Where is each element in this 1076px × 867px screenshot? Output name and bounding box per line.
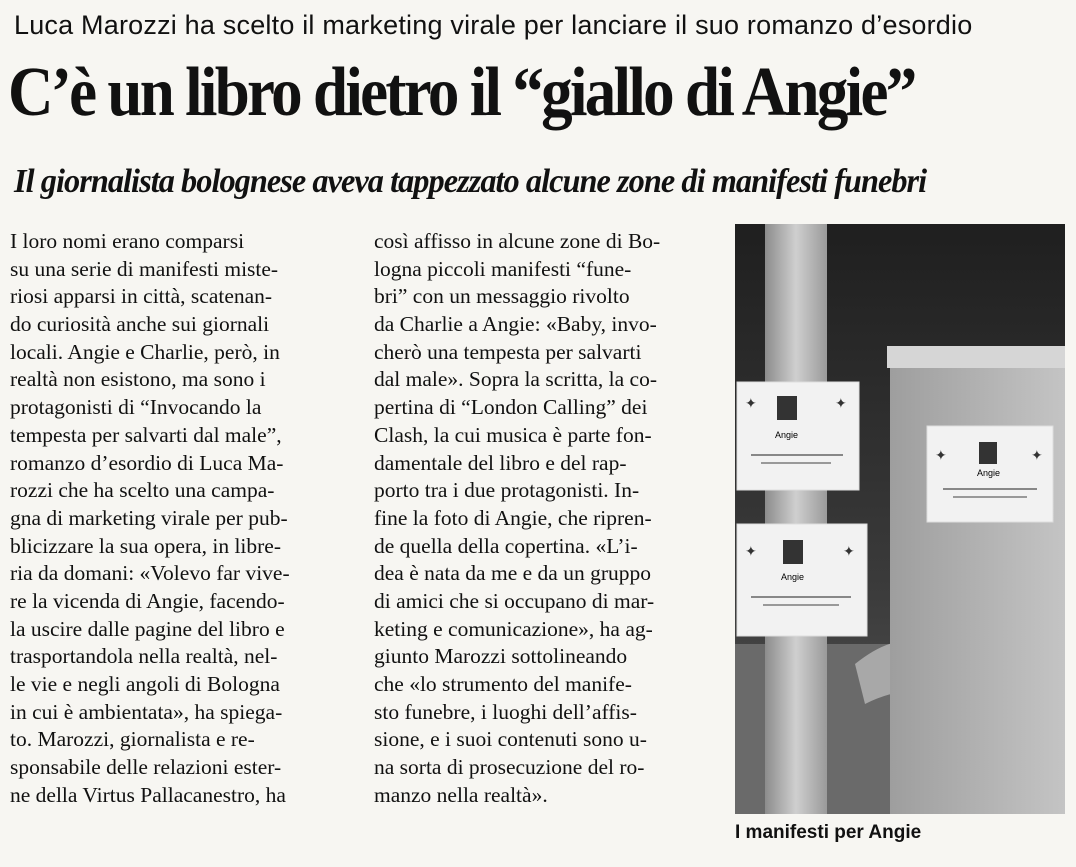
svg-text:✦: ✦ <box>745 397 757 412</box>
text-line: che «lo strumento del manife- <box>374 672 632 696</box>
text-line: sponsabile delle relazioni ester- <box>10 755 282 780</box>
svg-text:✦: ✦ <box>843 545 855 560</box>
photo-caption: I manifesti per Angie <box>735 822 922 843</box>
text-line: sione, e i suoi contenuti sono u- <box>374 727 647 752</box>
text-line: logna piccoli manifesti “fune- <box>374 256 632 281</box>
text-line: ne della Virtus Pallacanestro, ha <box>10 782 286 807</box>
text-line: protagonisti di “Invocando la <box>10 395 262 420</box>
text-line: ria da domani: «Volevo far vive- <box>10 561 290 586</box>
text-line: keting e comunicazione», ha ag- <box>374 616 653 641</box>
text-line: cherò una tempesta per salvarti <box>374 339 642 364</box>
svg-text:Angie: Angie <box>781 572 805 582</box>
text-line: di amici che si occupano di mar- <box>374 588 655 613</box>
text-line: re la vicenda di Angie, facendo- <box>10 588 285 613</box>
text-line: rozzi che ha scelto una campa- <box>10 478 275 503</box>
text-line: romanzo d’esordio di Luca Ma- <box>10 450 284 475</box>
svg-text:✦: ✦ <box>745 545 757 560</box>
text-line: in cui è ambientata», ha spiega- <box>10 699 283 724</box>
text-line: così affisso in alcune zone di Bo- <box>374 229 661 253</box>
kicker: Luca Marozzi ha scelto il marketing virale per lanciare il suo romanzo d’esordio <box>14 10 973 40</box>
text-line: to. Marozzi, giornalista e re- <box>10 727 255 752</box>
text-line: sto funebre, i luoghi dell’affis- <box>374 699 637 724</box>
text-line: damentale del libro e del rap- <box>374 450 627 475</box>
article-column-2 <box>374 228 719 809</box>
text-line: realtà non esistono, ma sono i <box>10 367 266 392</box>
text-line: le vie e negli angoli di Bologna <box>10 672 280 696</box>
text-line: da Charlie a Angie: «Baby, invo- <box>374 312 657 337</box>
text-line: giunto Marozzi sottolineando <box>374 644 628 669</box>
svg-text:Angie: Angie <box>977 468 1001 478</box>
text-line: tempesta per salvarti dal male”, <box>10 422 282 447</box>
headline: C’è un libro dietro il “giallo di Angie” <box>8 54 915 131</box>
text-line: I loro nomi erano comparsi <box>10 229 245 253</box>
text-line: locali. Angie e Charlie, però, in <box>10 339 280 364</box>
text-line: riosi apparsi in città, scatenan- <box>10 284 273 309</box>
subhead: Il giornalista bolognese aveva tappezzato alcune zone di manifesti funebri <box>14 163 927 200</box>
poster-1 <box>737 382 859 490</box>
text-line: manzo nella realtà». <box>374 782 548 807</box>
text-line: blicizzare la sua opera, in libre- <box>10 533 281 558</box>
article-column-1 <box>10 228 350 809</box>
text-line: do curiosità anche sui giornali <box>10 312 270 337</box>
photo-scene <box>735 224 1065 814</box>
poster-2 <box>927 426 1053 522</box>
svg-text:Angie: Angie <box>775 430 799 440</box>
text-line: de quella della copertina. «L’i- <box>374 533 638 558</box>
text-line: gna di marketing virale per pub- <box>10 505 288 530</box>
text-line: dal male». Sopra la scritta, la co- <box>374 367 657 392</box>
svg-text:✦: ✦ <box>835 397 847 412</box>
text-line: la uscire dalle pagine del libro e <box>10 616 285 641</box>
poster-3 <box>737 524 867 636</box>
text-line: pertina di “London Calling” dei <box>374 395 648 420</box>
text-line: porto tra i due protagonisti. In- <box>374 478 640 503</box>
text-line: bri” con un messaggio rivolto <box>374 284 630 309</box>
text-line: na sorta di prosecuzione del ro- <box>374 755 645 780</box>
svg-text:✦: ✦ <box>935 449 947 464</box>
svg-text:✦: ✦ <box>1031 449 1043 464</box>
text-line: dea è nata da me e da un gruppo <box>374 561 651 586</box>
text-line: fine la foto di Angie, che ripren- <box>374 505 652 530</box>
text-line: su una serie di manifesti miste- <box>10 256 279 281</box>
photo <box>735 224 1065 814</box>
text-line: Clash, la cui musica è parte fon- <box>374 422 652 447</box>
text-line: trasportandola nella realtà, nel- <box>10 644 278 669</box>
